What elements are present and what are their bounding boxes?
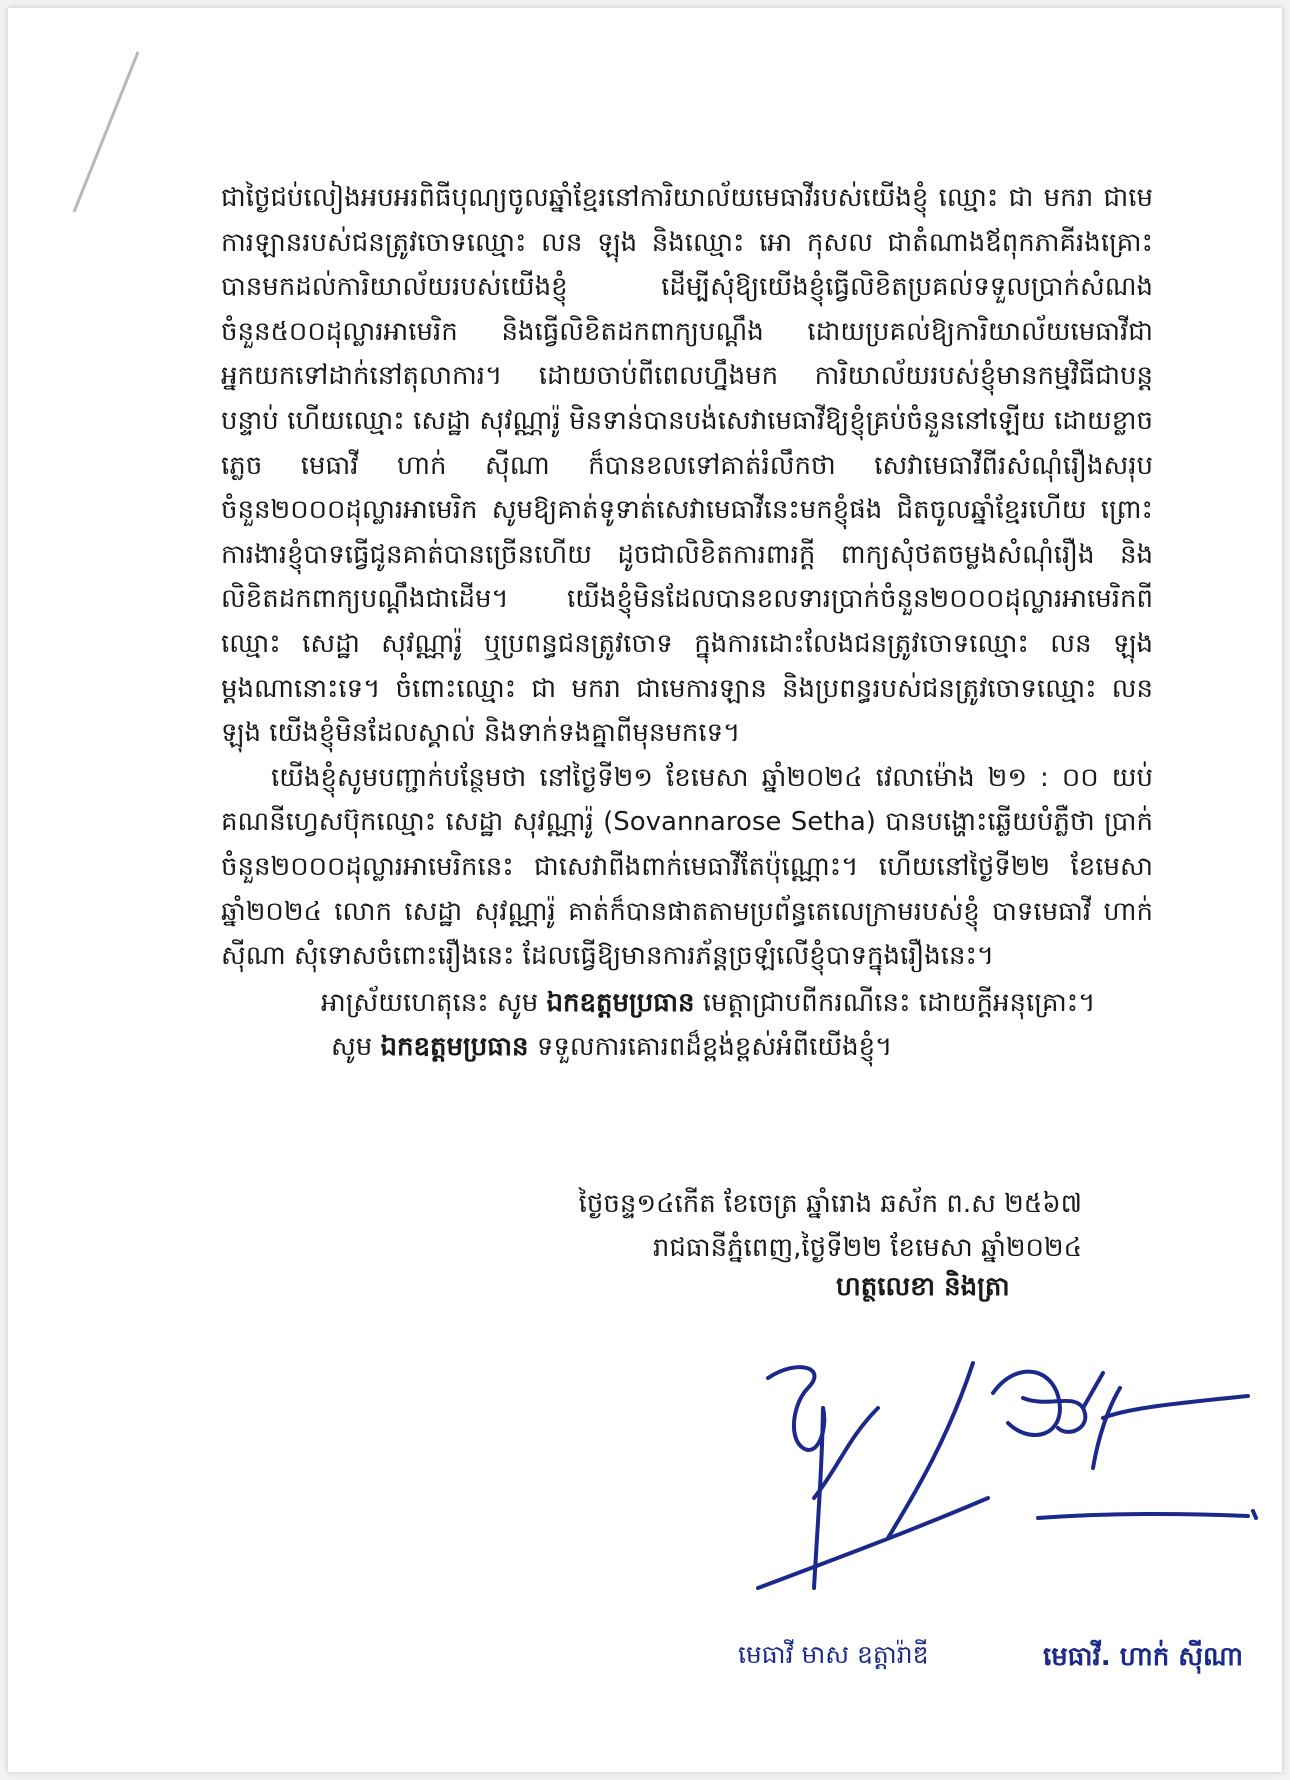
closing-line-1: អាស្រ័យហេតុនេះ សូម ឯកឧត្តមប្រធាន មេត្តាជ្រាបពីករណីនេះ ដោយក្ដីអនុគ្រោះ។: [321, 987, 1096, 1018]
letter-paragraph-2: យើងខ្ញុំសូមបញ្ជាក់បន្ថែមថា នៅថ្ងៃទី២១ ខែមេសា ឆ្នាំ២០២៤ វេលាម៉ោង ២១ : ០០ យប់ គណនីហ្វេសប៊ុកឈ្មោះ សេដ្ឋា សុវណ្ណារ៉ូ (Sovannarose Setha) បានបង្ហោះឆ្លើយបំភ្លឺថា ប្រាក់ចំនួន២០០០ដុល្លារអាមេរិកនេះ ជាសេវាពីងពាក់មេធាវីតែប៉ុណ្ណោះ។ ហើយនៅថ្ងៃទី២២ ខែមេសា ឆ្នាំ២០២៤ លោក សេដ្ឋា សុវណ្ណារ៉ូ គាត់ក៏បានផាតតាមប្រព័ន្ធតេលេក្រាមរបស់ខ្ញុំ បាទមេធាវី ហាក់ ស៊ីណា សុំទោសចំពោះរឿងនេះ ដែលធ្វើឱ្យមានការភ័ន្តច្រឡំលើខ្ញុំបាទក្នុងរឿងនេះ។: [221, 762, 1153, 972]
letter-body: [221, 176, 1153, 1070]
letter-closing: [221, 981, 1153, 1070]
letter-paragraph-1: ជាថ្ងៃជប់លៀងអបអរពិធីបុណ្យចូលឆ្នាំខ្មែរនៅការិយាល័យមេធាវីរបស់យើងខ្ញុំ ឈ្មោះ ជា មករា ជាមេការឡានរបស់ជនត្រូវចោទឈ្មោះ លន ឡុង និងឈ្មោះ អោ កុសល ជាតំណាងឪពុកភាគីរងគ្រោះ បានមកដល់ការិយាល័យរបស់យើងខ្ញុំ ដើម្បីសុំឱ្យយើងខ្ញុំធ្វើលិខិតប្រគល់ទទួលប្រាក់សំណងចំនួន៥០០ដុល្លារអាមេរិក និងធ្វើលិខិតដកពាក្យបណ្ដឹង ដោយប្រគល់ឱ្យការិយាល័យមេធាវីជាអ្នកយកទៅដាក់នៅតុលាការ។ ដោយចាប់ពីពេលហ្នឹងមក ការិយាល័យរបស់ខ្ញុំមានកម្មវិធីជាបន្តបន្ទាប់ ហើយឈ្មោះ សេដ្ឋា សុវណ្ណារ៉ូ មិនទាន់បានបង់សេវាមេធាវីឱ្យខ្ញុំគ្រប់ចំនួននៅឡើយ ដោយខ្លាចភ្លេច មេធាវី ហាក់ ស៊ីណា ក៏បានខលទៅគាត់រំលឹកថា សេវាមេធាវីពីរសំណុំរឿងសរុបចំនួន២០០០ដុល្លារអាមេរិក សូមឱ្យគាត់ទូទាត់សេវាមេធាវីនេះមកខ្ញុំផង ជិតចូលឆ្នាំខ្មែរហើយ ព្រោះការងារខ្ញុំបាទធ្វើជូនគាត់បានច្រើនហើយ ដូចជាលិខិតការពារក្ដី ពាក្យសុំថតចម្លងសំណុំរឿង និងលិខិតដកពាក្យបណ្ដឹងជាដើម។ យើងខ្ញុំមិនដែលបានខលទារប្រាក់ចំនួន២០០០ដុល្លារអាមេរិកពីឈ្មោះ សេដ្ឋា សុវណ្ណារ៉ូ ឬប្រពន្ធជនត្រូវចោទ ក្នុងការដោះលែងជនត្រូវចោទឈ្មោះ លន ឡុង ម្ដងណានោះទេ។ ចំពោះឈ្មោះ ជា មករា ជាមេការឡាន និងប្រពន្ធរបស់ជនត្រូវចោទឈ្មោះ លន ឡុង យើងខ្ញុំមិនដែលស្គាល់ និងទាក់ទងគ្នាពីមុនមកទេ។: [221, 183, 1153, 749]
letter-page: [8, 8, 1282, 1772]
date-block: [579, 1182, 1082, 1270]
solar-date: រាជធានីភ្នំពេញ,ថ្ងៃទី២២ ខែមេសា ឆ្នាំ២០២៤: [652, 1233, 1082, 1263]
addressee-title: ឯកឧត្តមប្រធាន: [380, 1032, 529, 1063]
lunar-date: ថ្ងៃចន្ទ១៤កើត ខែចេត្រ ឆ្នាំរោង ឆស័ក ព.ស ២៥៦៧: [578, 1189, 1082, 1219]
signer-1-name: មេធាវី មាស ឧត្ដារ៉ាឌី: [738, 1640, 929, 1669]
closing-line-2: សូម ឯកឧត្តមប្រធាន ទទួលការគោរពដ៏ខ្ពង់ខ្ពស់អំពីយើងខ្ញុំ។: [331, 1032, 893, 1063]
signature-caption: ហត្ថលេខា និងត្រា: [836, 1272, 1010, 1302]
handwritten-signatures: [748, 1348, 1268, 1628]
addressee-title: ឯកឧត្តមប្រធាន: [546, 987, 695, 1018]
signer-2-name: មេធាវី. ហាក់ ស៊ីណា: [1043, 1642, 1244, 1672]
scan-edge-mark: [68, 48, 148, 218]
